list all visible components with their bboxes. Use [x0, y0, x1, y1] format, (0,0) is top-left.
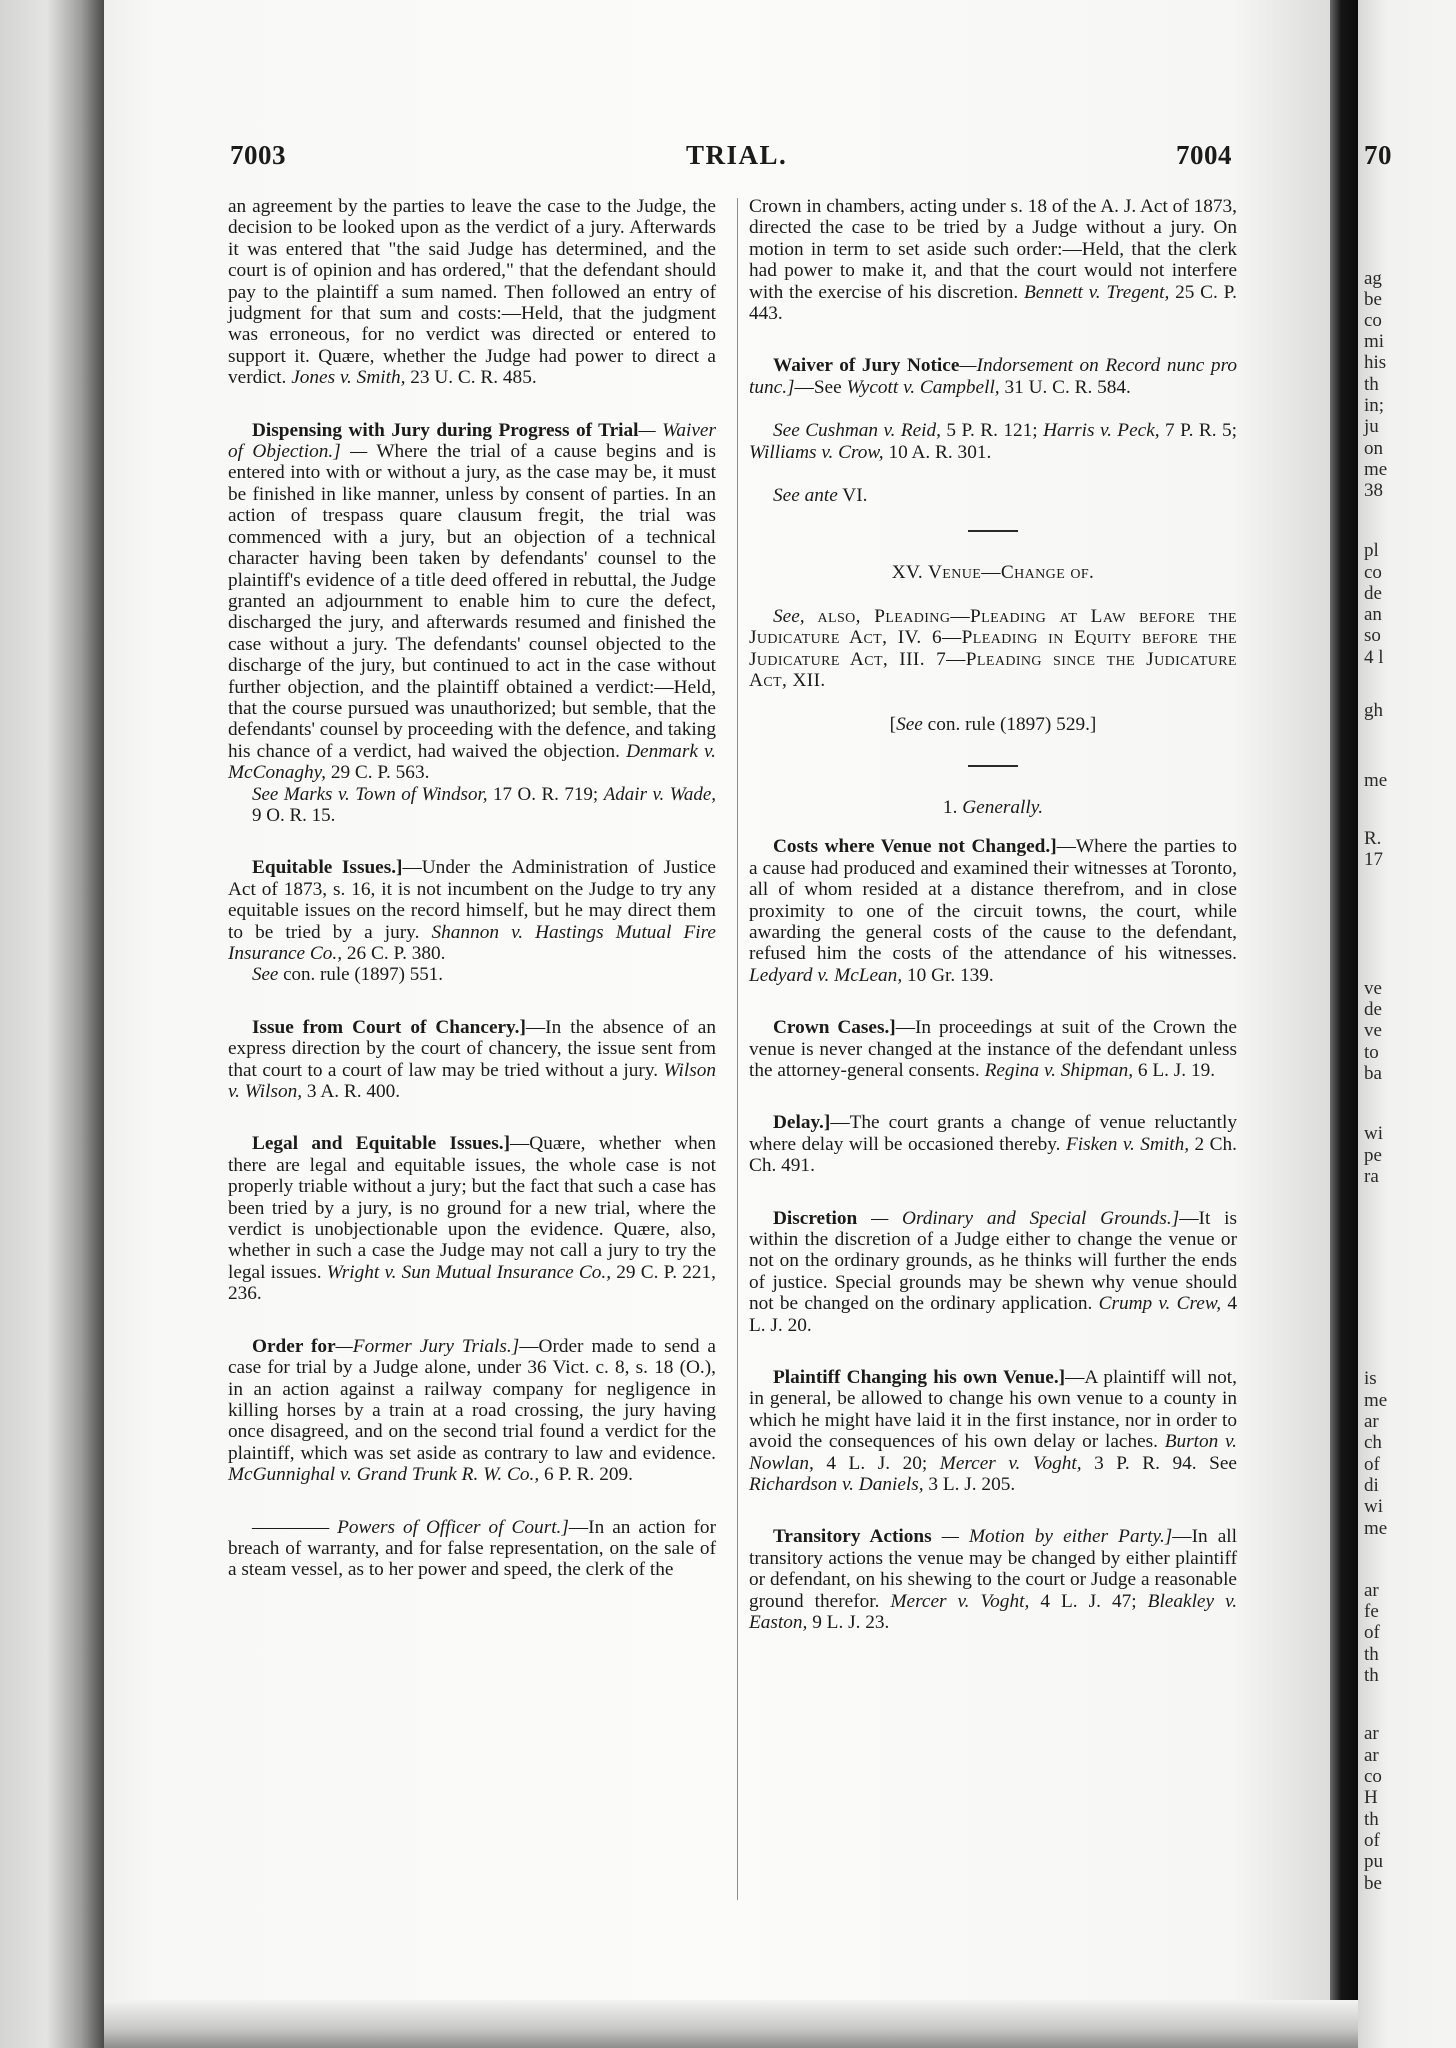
see-also-cross-references [749, 606, 1237, 692]
see-label: See [896, 713, 923, 735]
case-name: Harris v. Peck, [1043, 420, 1160, 442]
entry-subheading: —Former Jury Trials.] [335, 1335, 520, 1357]
next-page-fragment: ra [1364, 1166, 1379, 1187]
citation: 10 Gr. 139. [906, 964, 994, 986]
entry-transitory-actions [749, 1526, 1237, 1633]
next-page-fragment: mi [1364, 331, 1385, 352]
see-label: See [252, 783, 279, 805]
case-name: Shannon v. Hastings Mutual Fire Insurance Co., [228, 921, 716, 964]
next-page-fragment: gh [1364, 700, 1383, 721]
case-name: Denmark v. McConaghy, [228, 740, 716, 784]
case-name: Richardson v. Daniels, [749, 1474, 924, 1496]
subsection-number: 1. [942, 796, 958, 818]
next-page-fragment: wi [1364, 1123, 1383, 1144]
next-page-fragment: ba [1364, 1063, 1382, 1084]
entry-heading: Order for [252, 1335, 336, 1357]
entry-text: —Quære, whether when there are legal and equitable issues, the whole case is not properly triable without a jury; but the fact that such a case has been tried by a jury, is no ground for a new trial, where the verdict is unobjectionable upon the evidence. Quære, also, whether in such a case the Judge may not call a jury to try the legal issues. [228, 1133, 716, 1283]
next-page-fragment: di [1364, 1475, 1379, 1496]
next-page-fragment: be [1364, 1873, 1382, 1894]
citation: 26 C. P. 380. [346, 943, 446, 964]
left-binding-edge [0, 0, 104, 2048]
next-page-fragment: H [1364, 1787, 1378, 1808]
entry-legal-and-equitable [228, 1133, 716, 1304]
entry-text: —In proceedings at suit of the Crown the venue is never changed at the instance of the defendant unless the attorney-general consents. [749, 1017, 1237, 1081]
next-page-fragment: ag [1364, 268, 1382, 289]
next-page-fragment: 4 l [1364, 647, 1384, 668]
entry-heading: Plaintiff Changing his own Venue.] [773, 1367, 1066, 1389]
next-page-fragment: ar [1364, 1580, 1379, 1601]
entry-continued-jones [228, 196, 716, 389]
citation: VI. [842, 485, 868, 507]
citation: 29 C. P. 221, 236. [228, 1261, 716, 1305]
citation: 9 L. J. 23. [812, 1612, 890, 1634]
entry-costs-venue-not-changed [749, 836, 1237, 986]
subsection-title [749, 797, 1237, 818]
entry-heading: Costs where Venue not Changed.] [773, 836, 1057, 858]
see-ante [749, 485, 1237, 506]
next-page-fragment: ar [1364, 1723, 1379, 1744]
case-name: Wycott v. Campbell, [846, 376, 1000, 398]
next-page-fragment: de [1364, 583, 1382, 604]
next-page-fragment: me [1364, 1390, 1388, 1411]
case-name: Bleakley v. Easton, [749, 1590, 1238, 1634]
next-page-fragment: on [1364, 438, 1383, 459]
page-number-left: 7003 [230, 140, 286, 170]
entry-heading: Transitory Actions [773, 1526, 932, 1548]
citation: 5 P. R. 121; [946, 420, 1038, 442]
entry-text: —In the absence of an express direction by the court of chancery, the issue sent from that court to a court of law may be tried without a jury. [228, 1016, 716, 1081]
citation: 9 O. R. 15. [252, 804, 336, 826]
citation: con. rule (1897) 529.] [927, 713, 1097, 735]
next-page-fragment: pl [1364, 540, 1379, 561]
case-name: Ledyard v. McLean, [749, 964, 903, 986]
citation: 4 L. J. 47; [1040, 1590, 1137, 1612]
case-name: Regina v. Shipman, [984, 1059, 1134, 1081]
next-page-fragment: th [1364, 374, 1379, 395]
case-name: Adair v. Wade, [603, 783, 717, 805]
next-page-fragment: of [1364, 1622, 1380, 1643]
entry-powers-of-officer [228, 1517, 716, 1581]
case-name: McGunnighal v. Grand Trunk R. W. Co., [228, 1464, 540, 1486]
next-page-fragment: co [1364, 310, 1382, 331]
citation: 10 A. R. 301. [888, 441, 992, 463]
citation: 4 L. J. 20; [826, 1452, 928, 1474]
next-page-edge [1358, 0, 1456, 2048]
entry-heading: Equitable Issues.] [252, 857, 403, 879]
next-page-fragment: me [1364, 770, 1388, 791]
entry-text: an agreement by the parties to leave the case to the Judge, the decision to be looked upon as the verdict of a jury. Afterwards it was entered that "the said Judge has determined, and the court is of opinion and has ordered," that the defendant should pay to the plaintiff a sum named. Then followed an entry of judgment for that sum and costs:—Held, that the judgment was erroneous, for no verdict was directed or entered to support it. Quære, whether the Judge had power to direct a verdict. [228, 196, 716, 389]
see-label: See [252, 964, 279, 986]
next-page-fragment: of [1364, 1830, 1380, 1851]
running-title: TRIAL. [686, 140, 788, 170]
next-page-fragment: of [1364, 1454, 1380, 1475]
section-title: XV. Venue—Change of. [891, 562, 1095, 584]
entry-issue-from-chancery [228, 1017, 716, 1103]
citation: 6 P. R. 209. [544, 1464, 633, 1486]
entry-heading: Delay.] [773, 1112, 831, 1134]
case-name: Williams v. Crow, [749, 441, 884, 463]
cross-reference-text: also, Pleading—Pleading at Law before the Judicature Act, IV. 6—Pleading in Equity before the Judicature Act, III. 7—Pleading since the Judicature Act, XII. [749, 605, 1237, 692]
next-page-fragment: his [1364, 352, 1387, 373]
entry-subheading: —Indorsement on Record nunc pro tunc.] [749, 355, 1237, 398]
next-page-number-fragment: 70 [1364, 140, 1392, 170]
see-label: See, [773, 605, 805, 627]
next-page-fragment: in; [1364, 395, 1385, 416]
case-name: Bennett v. Tregent, [1023, 281, 1170, 303]
next-page-fragment: th [1364, 1665, 1379, 1686]
entry-text: —Where the parties to a cause had produced and examined their witnesses at Toronto, all of whom resided at a distance therefrom, and in close proximity to one of the circuit towns, the court, while awarding the general costs of the cause to the defendant, refused him the costs of the attendance of his witnesses. [749, 836, 1237, 965]
next-page-fragment: ve [1364, 1020, 1382, 1041]
case-name: Burton v. Nowlan, [749, 1431, 1237, 1474]
page-number-right: 7004 [1176, 140, 1232, 170]
next-page-fragment: to [1364, 1042, 1379, 1063]
entry-heading: Discretion [773, 1207, 858, 1229]
see-label: See [773, 420, 800, 442]
entry-text: —Order made to send a case for trial by a Judge alone, under 36 Vict. c. 8, s. 18 (O.), in an action against a railway company for negligence in killing horses by a train at a road crossing, the jury having once disagreed, and on the second trial found a verdict for the plaintiff, which was set aside as contrary to law and evidence. [228, 1335, 716, 1464]
entry-subheading: — Ordinary and Special Grounds.] [871, 1207, 1180, 1229]
next-page-fragment: so [1364, 625, 1381, 646]
case-name: Wright v. Sun Mutual Insurance Co., [326, 1261, 612, 1283]
next-page-fragment: ar [1364, 1411, 1379, 1432]
next-page-fragment: de [1364, 999, 1382, 1020]
entry-crown-cases [749, 1017, 1237, 1081]
entry-waiver-of-jury-notice [749, 355, 1237, 398]
entry-text: —In an action for breach of warranty, and for false representation, on the sale of a steam vessel, as to her power and speed, the clerk of the [228, 1516, 716, 1581]
case-name: Wilson v. Wilson, [228, 1059, 716, 1103]
entry-equitable-issues [228, 857, 716, 985]
next-page-fragment: is [1364, 1368, 1377, 1389]
book-gutter [1330, 0, 1358, 2048]
next-page-fragment: be [1364, 289, 1382, 310]
see-references [749, 420, 1237, 463]
entry-text: —Under the Administration of Justice Act of 1873, s. 16, it is not incumbent on the Judge to try any equitable issues on the record himself, but he may direct them to be tried by a jury. [228, 857, 716, 943]
entry-continued-bennett [749, 196, 1237, 324]
citation: 6 L. J. 19. [1137, 1059, 1216, 1081]
see-label: See ante [773, 485, 838, 507]
case-name: Jones v. Smith, [291, 367, 406, 389]
entry-text: —In all transitory actions the venue may be changed by either plaintiff or defendant, on his shewing to the court or Judge a reasonable ground therefor. [749, 1526, 1237, 1612]
bracket: [ [889, 713, 897, 735]
subsection-name: Generally. [962, 796, 1044, 818]
next-page-fragment: ar [1364, 1745, 1379, 1766]
citation: 3 A. R. 400. [306, 1081, 401, 1103]
case-name: Marks v. Town of Windsor, [283, 783, 488, 805]
next-page-fragment: pe [1364, 1145, 1382, 1166]
entry-text: —See [794, 376, 842, 398]
case-name: Fisken v. Smith, [1065, 1133, 1190, 1155]
citation: 3 L. J. 205. [928, 1474, 1016, 1496]
citation: 23 U. C. R. 485. [410, 367, 537, 389]
entry-heading: Dispensing with Jury during Progress of Trial [252, 419, 639, 441]
next-page-fragment: R. [1364, 828, 1382, 849]
column-divider [737, 198, 738, 1900]
entry-plaintiff-changing-venue [749, 1367, 1237, 1495]
page-bottom-edge [104, 2000, 1358, 2048]
citation: 25 C. P. 443. [749, 281, 1237, 325]
citation: 29 C. P. 563. [330, 762, 430, 784]
next-page-fragment: 38 [1364, 480, 1383, 501]
citation: 3 P. R. 94. [1094, 1452, 1197, 1474]
next-page-fragment: th [1364, 1644, 1379, 1665]
case-name: Cushman v. Reid, [805, 420, 941, 442]
next-page-fragment: th [1364, 1809, 1379, 1830]
next-page-fragment: ve [1364, 978, 1382, 999]
entry-text: —It is within the discretion of a Judge either to change the venue or not on the ordinary grounds, as he thinks will further the ends of justice. Special grounds may be shewn why venue should not be changed on the ordinary application. [749, 1207, 1237, 1315]
entry-order-for [228, 1336, 716, 1486]
entry-text: —A plaintiff will not, in general, be allowed to change his own venue to a county in which he might have laid it in the first instance, nor in order to avoid the consequences of his own delay or laches. [749, 1367, 1237, 1453]
entry-text: Crown in chambers, acting under s. 18 of the A. J. Act of 1873, directed the case to be tried by a Judge without a jury. On motion in term to set aside such order:—Held, that the clerk had power to make it, and that the court would not interfere with the exercise of his discretion. [749, 196, 1237, 303]
entry-subheading: — Waiver of Objection.] — [228, 419, 716, 463]
next-page-fragment: me [1364, 1518, 1388, 1539]
see-label: See [1209, 1452, 1237, 1474]
case-name: Mercer v. Voght, [939, 1452, 1082, 1474]
entry-subheading: Powers of Officer of Court.] [337, 1516, 569, 1538]
entry-subheading: — Motion by either Party.] [941, 1526, 1173, 1548]
entry-heading: Legal and Equitable Issues.] [252, 1133, 510, 1155]
next-page-fragment: fe [1364, 1601, 1379, 1622]
entry-heading: Issue from Court of Chancery.] [252, 1016, 526, 1038]
right-column [749, 196, 1237, 1665]
case-name: Crump v. Crew, [1098, 1293, 1222, 1315]
case-name: Mercer v. Voght, [890, 1590, 1030, 1612]
entry-discretion [749, 1208, 1237, 1336]
entry-heading: Crown Cases.] [773, 1017, 896, 1039]
next-page-fragment: wi [1364, 1496, 1383, 1517]
dash-rule: ———— [252, 1516, 330, 1538]
citation: 7 P. R. 5; [1165, 420, 1237, 442]
consolidated-rule-reference [749, 714, 1237, 735]
next-page-fragment: an [1364, 604, 1382, 625]
citation: 31 U. C. R. 584. [1004, 376, 1131, 398]
entry-text: Where the trial of a cause begins and is entered into with or without a jury, as the case may be, it must be finished in like manner, unless by consent of parties. In an action of trespass quare clausum fregit, the trial was commenced with a jury, but an objection of a technical character having been taken by defendants' counsel to the plaintiff's evidence of a title deed offered in rebuttal, the Judge granted an adjournment to enable him to cure the defect, discharged the jury, and afterwards resumed and finished the case without a jury. The defendants' counsel objected to the discharge of the jury, but continued to act in the case without further objection, and the plaintiff obtained a verdict:—Held, that the course pursued was unauthorized; but semble, that the defendants' counsel by proceeding with the defence, and taking his chance of a verdict, had waived the objection. [228, 441, 717, 762]
entry-text: —The court grants a change of venue reluctantly where delay will be occasioned thereby. [749, 1112, 1237, 1155]
next-page-fragment: me [1364, 459, 1388, 480]
entry-delay [749, 1112, 1237, 1176]
next-page-fragment: 17 [1364, 849, 1383, 870]
citation: con. rule (1897) 551. [283, 964, 444, 986]
citation: 2 Ch. Ch. 491. [749, 1133, 1237, 1177]
next-page-fragment: ju [1364, 416, 1379, 437]
next-page-fragment: co [1364, 1766, 1382, 1787]
entry-dispensing-with-jury [228, 420, 716, 827]
next-page-fragment: co [1364, 562, 1382, 583]
citation: 4 L. J. 20. [749, 1293, 1237, 1336]
left-column [228, 196, 716, 1612]
next-page-fragment: pu [1364, 1851, 1383, 1872]
citation: 17 O. R. 719; [493, 783, 599, 805]
entry-heading: Waiver of Jury Notice [773, 355, 960, 377]
next-page-fragment: ch [1364, 1432, 1382, 1453]
